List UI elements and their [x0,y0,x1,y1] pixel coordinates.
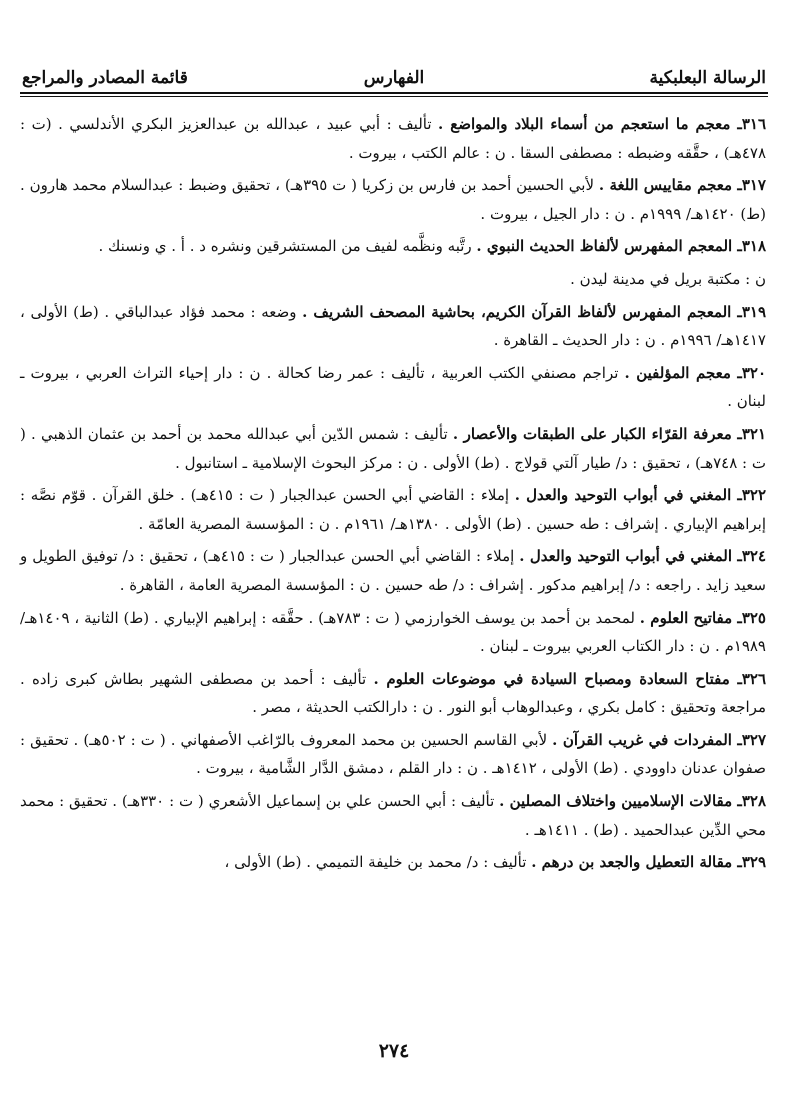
entry-details: تراجم مصنفي الكتب العربية ، تأليف : عمر رضا كحالة . ن : دار إحياء التراث العربي ، بيروت ـ لبنان . [20,363,766,411]
entry-title: ٣٢٢ـ المغني في أبواب التوحيد والعدل . [514,486,766,505]
entry-details: إملاء : القاضي أبي الحسن عبدالجبار ( ت : ٤١٥هـ) ، تحقيق : د/ توفيق الطويل و سعيد زايد . راجعه : د/ إبراهيم مدكور . إشراف : د/ طه حسين . ن : المؤسسة المصرية العامة ، القاهرة . [20,547,766,594]
bibliography-entry [20,604,766,661]
entry-details: تأليف : أبي عبيد ، عبدالله بن عبدالعزيز البكري الأندلسي . (ت : ٤٧٨هـ) ، حقَّقه وضبطه : مصطفى السقا . ن : عالم الكتب ، بيروت . [20,115,766,162]
running-header [22,58,766,88]
bibliography-entry [20,726,766,783]
header-rule-thin [20,96,768,97]
entry-details: تأليف : شمس الدّين أبي عبدالله محمد بن أحمد بن عثمان الذهبي . ( ت : ٧٤٨هـ) ، تحقيق : د/ طيار آلتي قولاج . (ط) الأولى . ن : مركز البحوث الإسلامية ـ استانبول . [20,424,766,472]
entry-details: ن : مكتبة بريل في مدينة ليدن . [570,269,766,288]
entry-title: ٣٢٤ـ المغني في أبواب التوحيد والعدل . [519,547,766,566]
bibliography-list [20,110,766,881]
header-book-title: الرسالة البعلبكية [649,68,766,88]
bibliography-entry [20,298,766,355]
entry-title: ٣٢٧ـ المفردات في غريب القرآن . [552,730,766,749]
entry-title: ٣١٦ـ معجم ما استعجم من أسماء البلاد والمواضع . [438,115,766,133]
bibliography-entry [20,171,766,228]
entry-title: ٣٢٥ـ مفاتيح العلوم . [639,608,766,627]
entry-details: تأليف : أبي الحسن علي بن إسماعيل الأشعري ( ت : ٣٣٠هـ) . تحقيق : محمد محي الدِّين عبدالحميد . (ط) . ١٤١١هـ . [20,792,766,839]
entry-title: ٣١٩ـ المعجم المفهرس لألفاظ القرآن الكريم، بحاشية المصحف الشريف . [302,302,766,321]
entry-details: رتَّبه ونظَّمه لفيف من المستشرقين ونشره د . أ . ي ونسنك . [98,237,477,256]
entry-details: تأليف : د/ محمد بن خليفة التميمي . (ط) الأولى ، [224,853,532,872]
bibliography-entry [20,542,766,599]
entry-details: لأبي الحسين أحمد بن فارس بن زكريا ( ت ٣٩٥هـ) ، تحقيق وضبط : عبدالسلام محمد هارون . (ط) ١٤٢٠هـ/ ١٩٩٩م . ن : دار الجيل ، بيروت . [20,176,766,223]
entry-title: ٣٢٨ـ مقالات الإسلاميين واختلاف المصلين . [499,792,767,811]
bibliography-entry [20,787,766,844]
entry-title: ٣٢١ـ معرفة القرّاء الكبار على الطبقات والأعصار . [452,424,766,443]
header-rule-thick [20,92,768,94]
header-section-title: الفهارس [363,68,425,88]
entry-details: إملاء : القاضي أبي الحسن عبدالجبار ( ت : ٤١٥هـ) . خلق القرآن . قوّم نصَّه : إبراهيم الإبياري . إشراف : طه حسين . (ط) الأولى . ١٣٨٠هـ/ ١٩٦١م . ن : المؤسسة المصرية العامّة . [20,486,766,533]
entry-title: ٣١٧ـ معجم مقاييس اللغة . [598,176,766,195]
entry-details: تأليف : أحمد بن مصطفى الشهير بطاش كبرى زاده . مراجعة وتحقيق : كامل بكري ، وعبدالوهاب أبو النور . ن : دارالكتب الحديثة ، مصر . [20,669,766,717]
entry-title: ٣٢٦ـ مفتاح السعادة ومصباح السيادة في موضوعات العلوم . [373,669,767,688]
bibliography-entry [20,265,766,294]
entry-details: لأبي القاسم الحسين بن محمد المعروف بالرّاغب الأصفهاني . ( ت : ٥٠٢هـ) . تحقيق : صفوان عدنان داوودي . (ط) الأولى ، ١٤١٢هـ . ن : دار القلم ، دمشق الدَّار الشَّامية ، بيروت . [20,730,766,778]
bibliography-entry [20,848,766,877]
entry-title: ٣١٨ـ المعجم المفهرس لألفاظ الحديث النبوي . [476,237,766,256]
bibliography-entry [20,359,766,416]
entry-title: ٣٢٩ـ مقالة التعطيل والجعد بن درهم . [531,853,766,872]
bibliography-entry [20,232,766,261]
entry-details: لمحمد بن أحمد بن يوسف الخوارزمي ( ت : ٧٨٣هـ) . حقَّقه : إبراهيم الإبياري . (ط) الثانية ، ١٤٠٩هـ/ ١٩٨٩م . ن : دار الكتاب العربي بيروت ـ لبنان . [20,608,766,656]
entry-details: وضعه : محمد فؤاد عبدالباقي . (ط) الأولى ، ١٤١٧هـ/ ١٩٩٦م . ن : دار الحديث ـ القاهرة . [20,302,766,350]
bibliography-entry [20,481,766,538]
page-number: ٢٧٤ [378,1040,410,1062]
bibliography-entry [20,110,766,167]
bibliography-entry [20,420,766,477]
header-chapter-title: قائمة المصادر والمراجع [22,68,188,88]
entry-title: ٣٢٠ـ معجم المؤلفين . [624,363,766,382]
bibliography-entry [20,665,766,722]
